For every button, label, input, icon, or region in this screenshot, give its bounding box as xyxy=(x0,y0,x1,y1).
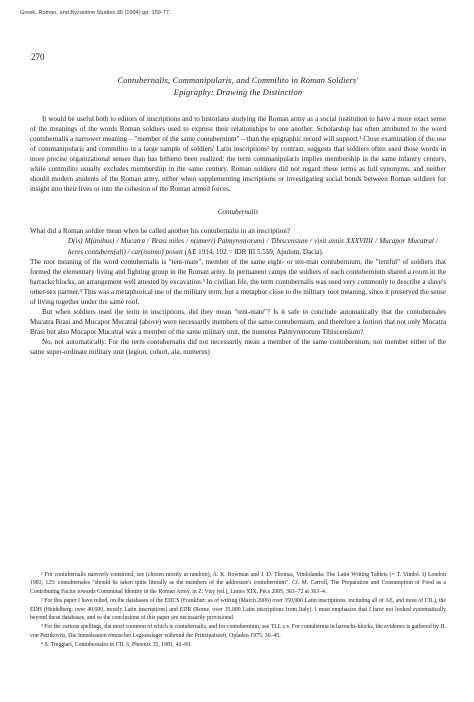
running-head: Greek, Roman, and Byzantine Studies 35 (1994) pp. 159-77. xyxy=(20,10,171,16)
footnote-4: ⁴ S. Treggiari, Contubernales in CIL 6, Phoenix 35, 1981, 42–69. xyxy=(41,642,192,649)
title-line-1: Contubernalis, Commanipularis, and Commilito in Roman Soldiers' xyxy=(117,76,359,85)
page-number: 270 xyxy=(31,52,45,62)
inscription-line-1: D(is) M(anibus) / Mucatra / Brasi miles / n(umeri) Palmyren(orum) / Tibiscensium / vixit annis xyxy=(68,237,344,246)
body-paragraph-3: No, not automatically. For the term contubernalis did not necessarily mean a member of the same contubernium, nor member either of the same super-ordinate military unit (legion, cohort, ala, numerus) xyxy=(30,337,446,356)
article-title xyxy=(30,75,446,99)
body-paragraph-2: But when soldiers used the term in inscriptions, did they mean "tent-mate"? Is it safe to conclude automatically that the contubernales Mucatra Brasi and Mucapor Mucatral (above) were necessarily members of the same contubernium, and therefore a fortiori that not only Mucatra Brasi but also Mucapor Mucatral was a member of the same military unit, the numerus Palmyrenorum Tibiscensium? xyxy=(30,307,446,336)
footnote-2: ² For this paper I have relied, on the databases of the EDCS (Frankfurt: as of writing (March 2006) over 350,000 Latin inscriptions, including all of AE, and most of CIL), the EDH (Heidelberg: over 40,000, mostly Latin inscriptions) and EDR (Rome, over 35,000 Latin inscriptions from Italy). I must emphasize that I have not looked systematically beyond these databases, and so the conclusions of this paper are necessarily provisional. xyxy=(30,598,446,622)
body-paragraph-1: The root meaning of the word contubernalis is "tent-mate", member of the same eight- or ten-man contubernium, the "tentful" of soldiers that formed the elementary living and fighting group in the Roman army. In permanent camps the soldiers of each contubernium shared a room in the barracks blocks, an arrangement well attested by excavation.³ In civilian life, the term contubernalis was used very commonly to describe a slave's other-sex partner.⁴ This was a metaphorical use of the military term, but a metaphor close to the military root meaning, since it preserved the sense of living together under the same roof. xyxy=(30,257,446,306)
intro-paragraph: It would be useful both to editors of inscriptions and to historians studying the Roman army as a social institution to have a more exact sense of the meanings of the words Roman soldiers used to express their relationships to one another. Scholarship has often attributed to the word contubernalis a narrower meaning – "member of the same contubernium" – than the epigraphic record will support.¹ Close examination of the use of commanipularis and commilito in a large sample of soldiers' Latin inscriptions² by contrast, suggests that soldiers often used those words in more precise organizational senses than has hitherto been realized: the term commanipularis implies membership in the same infantry century, while commilito usually excludes membership in the same century. Roman soldiers did not regard these terms as full synonyms, and neither should modern students of the Roman army, either when supplementing inscriptions or investigating social bonds between Roman soldiers for insight into their lives or into the cohesion of the Roman armed forces. xyxy=(30,115,446,194)
inscription-text xyxy=(30,236,446,256)
section-question: What did a Roman soldier mean when he called another his contubernalis in an inscription? xyxy=(30,227,291,236)
footnote-1: ¹ For contubernalis narrowly construed, see (chosen mostly at random), A. K. Bowman and J. D. Thomas, Vindolanda: The Latin Writing Tablets (= T. Vindol. I) London 1983, 125: contubernales "should be taken quite literally as the members of the addressee's contubernium". Cf. M. Carroll, The Preparation and Consumption of Food as a Contributing Factor towards Communal Identity in the Roman Army, in Z. Visy (ed.), Limes XIX, Pécs 2005, 363–72 at 363–4. xyxy=(30,572,446,595)
section-heading: Contubernalis xyxy=(217,208,259,217)
footnotes xyxy=(30,571,446,650)
inscription-reference: (AE 1914, 102 = IDR III 5.559, Apulum, Dacia). xyxy=(184,247,324,256)
article-body xyxy=(30,75,446,357)
title-line-2: Epigraphy: Drawing the Distinction xyxy=(173,88,303,97)
inscription-line-2: XXXVIIII / Mucapor Mucatral / heres contubern(ali) / car(issimo) posuit xyxy=(68,237,439,256)
footnote-3: ³ For the various spellings, the most common of which is contubernalis, and for contubernium, see TLL s.v. For contubernia in barracks-blocks, the evidence is gathered by H. von Petrikovits, Die Innenbauten römischer Legionslager während der Prinzipatszeit, Opladen 1975, 36–45. xyxy=(30,624,446,639)
